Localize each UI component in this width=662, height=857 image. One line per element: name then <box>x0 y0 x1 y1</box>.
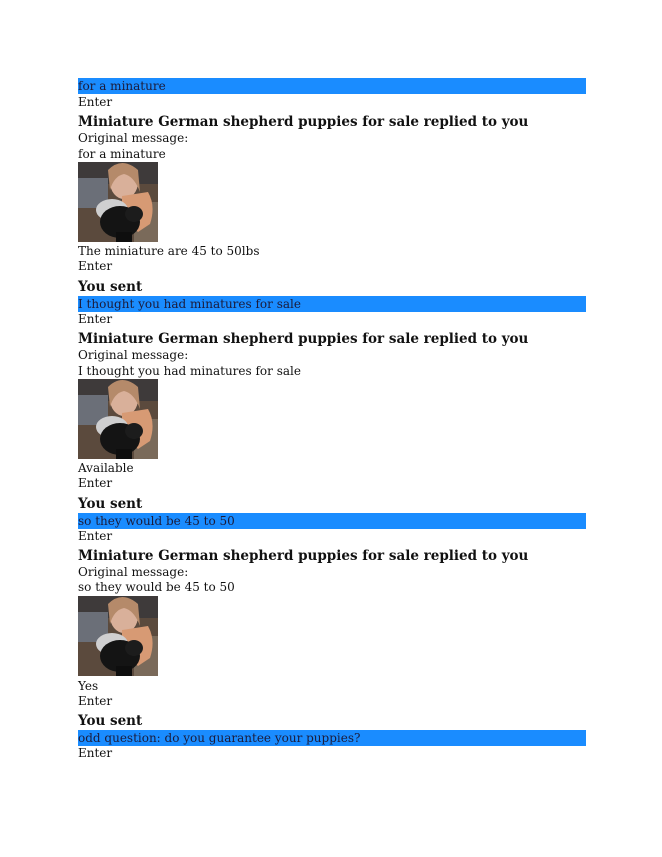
sent-message-highlight: so they would be 45 to 50 <box>78 513 586 529</box>
original-message-text: I thought you had minatures for sale <box>78 364 301 378</box>
woman-holding-puppy-photo <box>78 162 158 242</box>
woman-holding-puppy-photo <box>78 596 158 676</box>
reply-heading: Miniature German shepherd puppies for sale replied to you <box>78 114 529 130</box>
sent-message-highlight: for a minature <box>78 78 586 94</box>
enter-label: Enter <box>78 259 113 273</box>
enter-label: Enter <box>78 95 113 109</box>
woman-holding-puppy-photo <box>78 379 158 459</box>
reply-text: Yes <box>78 679 99 693</box>
original-message-label: Original message: <box>78 565 189 579</box>
you-sent-heading: You sent <box>78 496 143 512</box>
sent-message-highlight: I thought you had minatures for sale <box>78 296 586 312</box>
you-sent-heading: You sent <box>78 713 143 729</box>
original-message-text: for a minature <box>78 147 166 161</box>
reply-text: The miniature are 45 to 50lbs <box>78 244 260 258</box>
enter-label: Enter <box>78 476 113 490</box>
sent-message-highlight: odd question: do you guarantee your puppies? <box>78 730 586 746</box>
enter-label: Enter <box>78 312 113 326</box>
original-message-label: Original message: <box>78 131 189 145</box>
reply-heading: Miniature German shepherd puppies for sale replied to you <box>78 548 529 564</box>
enter-label: Enter <box>78 694 113 708</box>
enter-label: Enter <box>78 529 113 543</box>
original-message-text: so they would be 45 to 50 <box>78 580 235 594</box>
reply-heading: Miniature German shepherd puppies for sale replied to you <box>78 331 529 347</box>
original-message-label: Original message: <box>78 348 189 362</box>
enter-label: Enter <box>78 746 113 760</box>
reply-text: Available <box>78 461 134 475</box>
you-sent-heading: You sent <box>78 279 143 295</box>
